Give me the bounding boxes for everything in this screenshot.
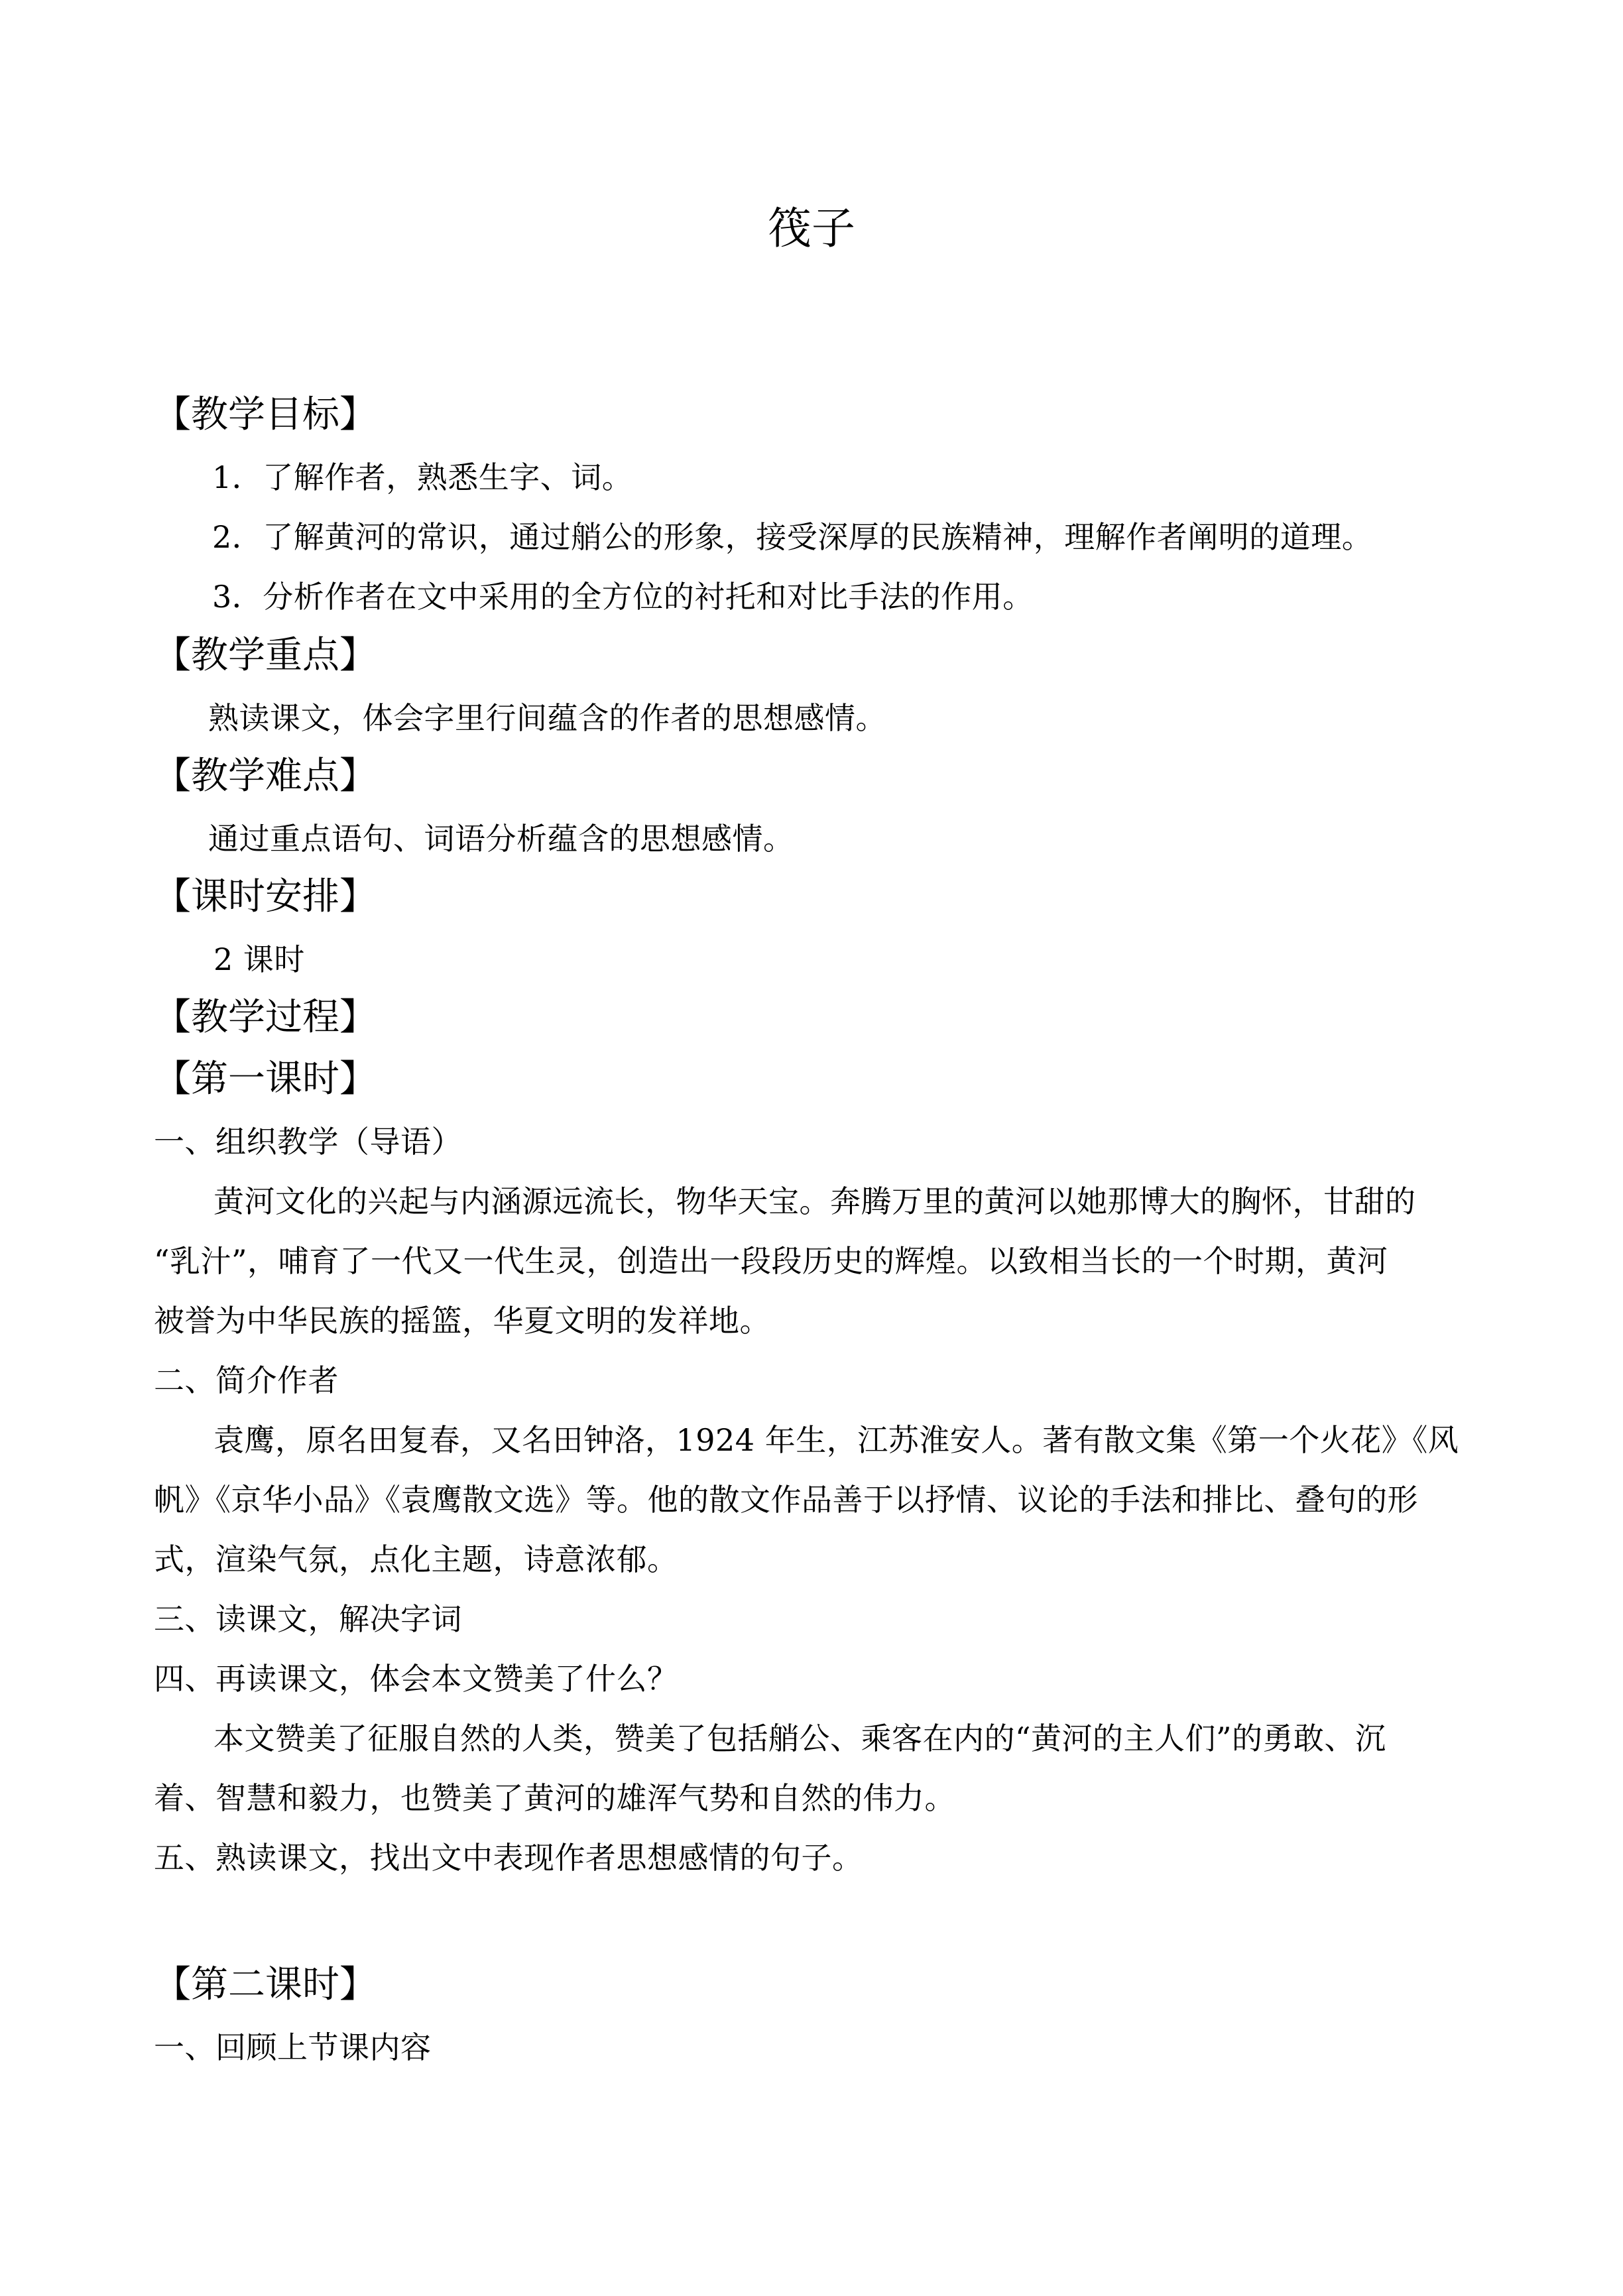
process-heading: 【教学过程】	[154, 996, 377, 1039]
lesson1-step2-line-3: 式，渲染气氛，点化主题，诗意浓郁。	[154, 1541, 678, 1577]
lesson1-step4-line-1: 本文赞美了征服自然的人类，赞美了包括艄公、乘客在内的“黄河的主人们”的勇敢、沉	[213, 1721, 1386, 1756]
lesson1-step4-title: 四、再读课文，体会本文赞美了什么？	[154, 1661, 678, 1697]
lesson1-step2-title: 二、简介作者	[154, 1362, 339, 1398]
lesson1-heading: 【第一课时】	[154, 1057, 377, 1101]
lesson1-step2-line-1: 袁鹰，原名田复春，又名田钟洛，1924 年生，江苏淮安人。著有散文集《第一个火花》《风	[213, 1422, 1459, 1458]
lesson2-heading: 【第二课时】	[154, 1963, 377, 2006]
lesson1-step1-line-1: 黄河文化的兴起与内涵源远流长，物华天宝。奔腾万里的黄河以她那博大的胸怀，甘甜的	[213, 1183, 1416, 1219]
objective-item-2: 2．了解黄河的常识，通过艄公的形象，接受深厚的民族精神，理解作者阐明的道理。	[212, 519, 1373, 555]
lesson1-step1-title: 一、组织教学（导语）	[154, 1124, 462, 1160]
lesson1-step5-title: 五、熟读课文，找出文中表现作者思想感情的句子。	[154, 1840, 863, 1876]
lesson1-step2-line-2: 帆》《京华小品》《袁鹰散文选》等。他的散文作品善于以抒情、议论的手法和排比、叠句的形	[154, 1482, 1418, 1518]
schedule-heading: 【课时安排】	[154, 875, 377, 918]
objectives-heading: 【教学目标】	[154, 393, 377, 436]
objective-item-1: 1．了解作者，熟悉生字、词。	[212, 459, 633, 495]
lesson1-step4-line-2: 着、智慧和毅力，也赞美了黄河的雄浑气势和自然的伟力。	[154, 1780, 955, 1816]
difficulties-heading: 【教学难点】	[154, 755, 377, 798]
document-title: 筏子	[768, 203, 855, 254]
key-points-heading: 【教学重点】	[154, 634, 377, 677]
difficulties-text: 通过重点语句、词语分析蕴含的思想感情。	[208, 821, 794, 857]
lesson1-step1-line-2: “乳汁”，哺育了一代又一代生灵，创造出一段段历史的辉煌。以致相当长的一个时期，黄河	[154, 1243, 1388, 1279]
schedule-text: 2 课时	[213, 941, 305, 977]
lesson2-step1-title: 一、回顾上节课内容	[154, 2029, 432, 2065]
key-points-text: 熟读课文，体会字里行间蕴含的作者的思想感情。	[208, 700, 886, 736]
objective-item-3: 3．分析作者在文中采用的全方位的衬托和对比手法的作用。	[212, 579, 1034, 615]
lesson1-step1-line-3: 被誉为中华民族的摇篮，华夏文明的发祥地。	[154, 1303, 770, 1339]
lesson1-step3-title: 三、读课文，解决字词	[154, 1601, 462, 1637]
